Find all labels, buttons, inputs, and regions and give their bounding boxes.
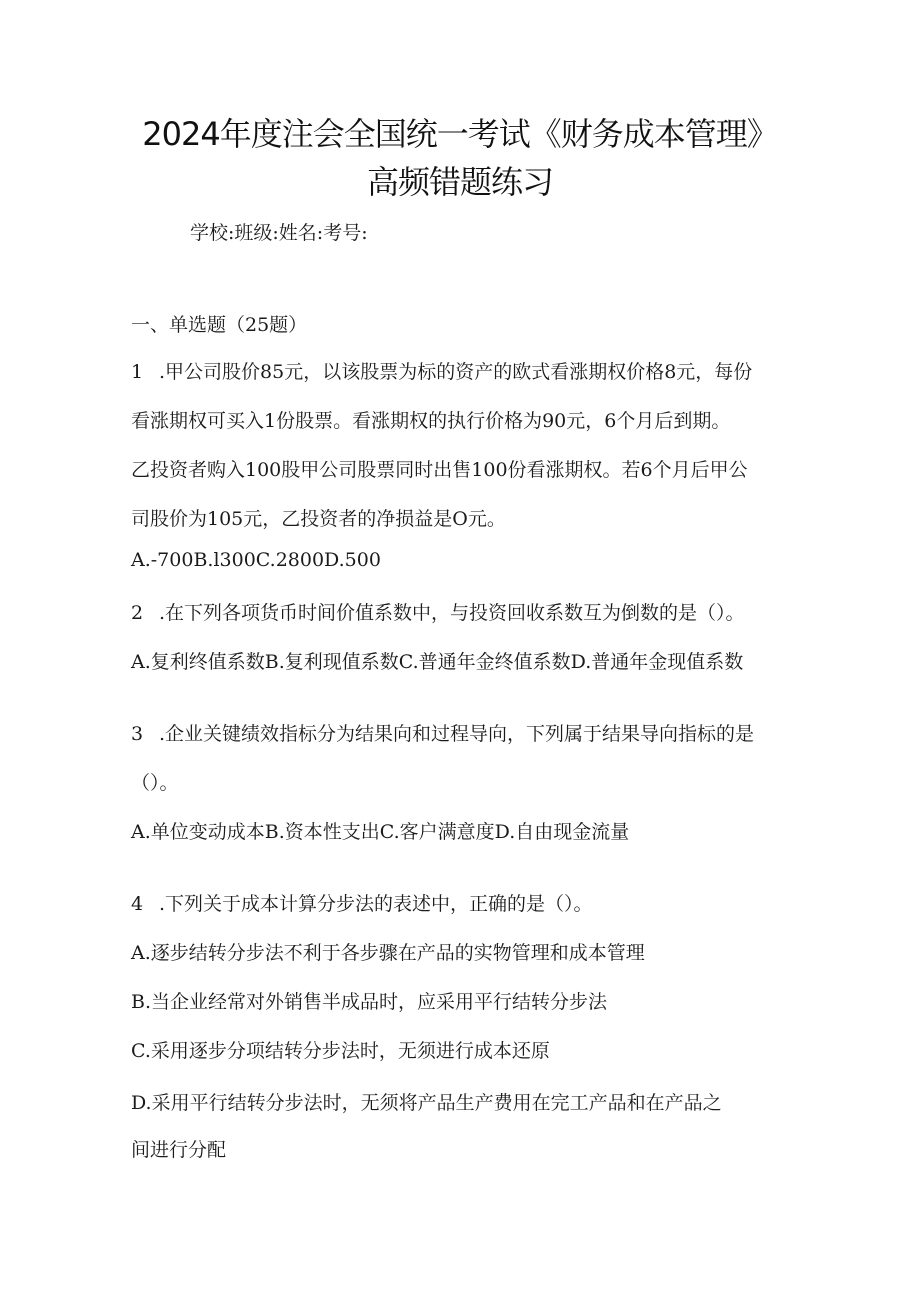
question-line bbox=[131, 359, 801, 385]
question-line bbox=[131, 891, 801, 917]
question-text: 司股价为105元，乙投资者的净损益是O元。 bbox=[131, 508, 506, 530]
question-4-option-b: B.当企业经常对外销售半成品时，应采用平行结转分步法 bbox=[131, 991, 608, 1013]
student-info-line: 学校:班级:姓名:考号: bbox=[190, 222, 368, 244]
section-heading: 一、单选题（25题） bbox=[131, 314, 308, 336]
question-2-options: A.复利终值系数B.复利现值系数C.普通年金终值系数D.普通年金现值系数 bbox=[131, 651, 744, 673]
question-number: 3 bbox=[131, 723, 144, 745]
question-text: （）。 bbox=[131, 772, 179, 794]
question-text: .甲公司股价85元，以该股票为标的资产的欧式看涨期权价格8元，每份 bbox=[159, 361, 753, 383]
question-line bbox=[131, 600, 801, 626]
question-text: .企业关键绩效指标分为结果向和过程导向，下列属于结果导向指标的是 bbox=[159, 723, 755, 745]
question-4 bbox=[131, 891, 801, 917]
question-2 bbox=[131, 600, 801, 626]
question-4-option-d: D.采用平行结转分步法时，无须将产品生产费用在完工产品和在产品之 bbox=[131, 1092, 722, 1114]
question-1-line-4 bbox=[131, 506, 801, 532]
question-1-line-2 bbox=[131, 408, 801, 434]
question-3-options: A.单位变动成本B.资本性支出C.客户满意度D.自由现金流量 bbox=[131, 821, 630, 843]
question-number: 4 bbox=[131, 893, 144, 915]
question-text: .在下列各项货币时间价值系数中，与投资回收系数互为倒数的是（）。 bbox=[159, 602, 745, 624]
question-text: 乙投资者购入100股甲公司股票同时出售100份看涨期权。若6个月后甲公 bbox=[131, 459, 748, 481]
document-title-line-1: 2024年度注会全国统一考试《财务成本管理》 bbox=[142, 115, 778, 153]
question-4-option-a: A.逐步结转分步法不利于各步骤在产品的实物管理和成本管理 bbox=[131, 942, 645, 964]
question-1-options: A.-700B.l300C.2800D.500 bbox=[131, 549, 381, 571]
question-1 bbox=[131, 359, 801, 385]
document-title-line-2: 高频错题练习 bbox=[366, 163, 553, 201]
question-4-option-d-continued: 间进行分配 bbox=[131, 1139, 227, 1161]
question-text: 看涨期权可买入1份股票。看涨期权的执行价格为90元，6个月后到期。 bbox=[131, 410, 731, 432]
question-number: 1 bbox=[131, 361, 144, 383]
question-1-line-3 bbox=[131, 457, 801, 483]
question-4-option-c: C.采用逐步分项结转分步法时，无须进行成本还原 bbox=[131, 1040, 550, 1062]
question-number: 2 bbox=[131, 602, 144, 624]
question-3 bbox=[131, 721, 801, 747]
question-text: .下列关于成本计算分步法的表述中，正确的是（）。 bbox=[159, 893, 593, 915]
question-3-line-2 bbox=[131, 770, 801, 796]
question-line bbox=[131, 721, 801, 747]
